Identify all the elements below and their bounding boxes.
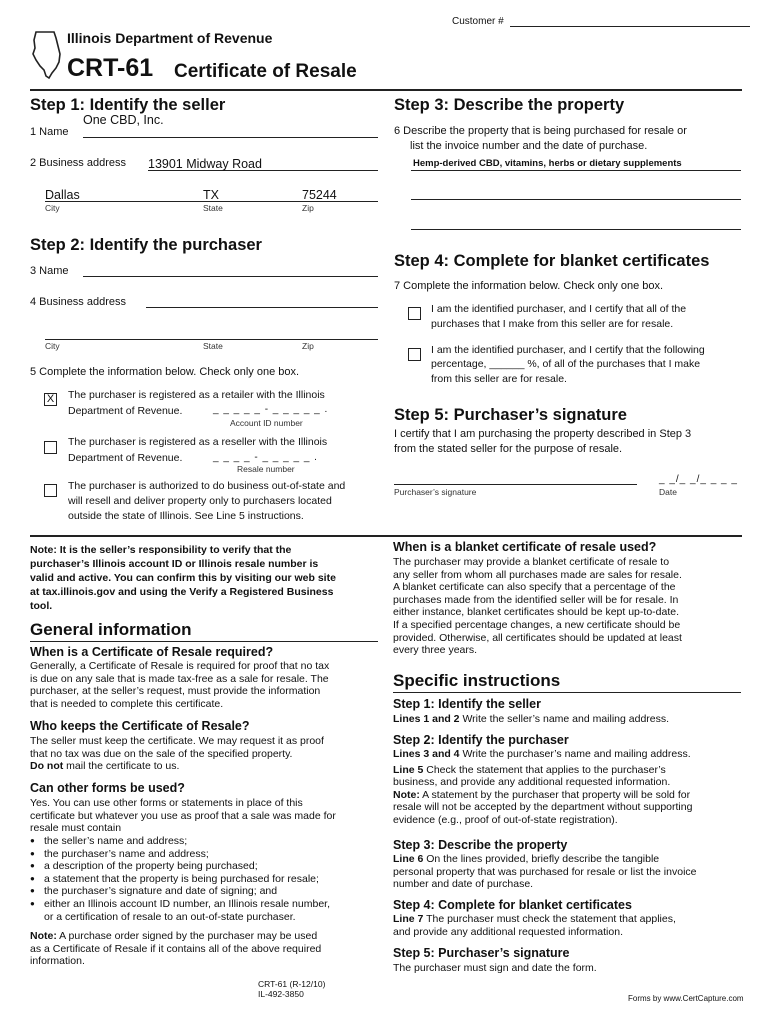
illinois-state-icon xyxy=(30,30,66,80)
text-span: The purchaser must check the statement that applies, xyxy=(423,913,676,925)
q-other-forms: Can other forms be used? xyxy=(30,781,185,795)
general-info-rule xyxy=(30,641,378,642)
text-line: as a Certificate of Resale if it contains all of the above required xyxy=(30,942,322,955)
seller-zip-value: 75244 xyxy=(302,188,337,202)
specific-rule xyxy=(393,692,741,693)
text-span: Write the seller’s name and mailing address. xyxy=(459,713,670,725)
blanket-all-text-b: purchases that I make from this seller are for resale. xyxy=(431,318,674,330)
retailer-checkbox[interactable]: X xyxy=(44,393,57,406)
text-line: Generally, a Certificate of Resale is required for proof that no tax xyxy=(30,660,330,672)
seller-city-state-zip-field[interactable] xyxy=(45,201,378,202)
text-line: business, and provide any additional requested information. xyxy=(393,776,671,789)
text-line: purchases made from the identified seller will be for resale. In xyxy=(393,593,679,606)
line2-label: 2 Business address xyxy=(30,157,126,169)
blanket-all-checkbox[interactable] xyxy=(408,307,421,320)
out-of-state-text-1: The purchaser is authorized to do business out-of-state and xyxy=(68,480,346,492)
text-line xyxy=(393,748,692,761)
reseller-checkbox[interactable] xyxy=(44,441,57,454)
property-line-3[interactable] xyxy=(411,229,741,230)
line4-label: 4 Business address xyxy=(30,296,126,308)
seller-state-value: TX xyxy=(203,188,219,202)
blanket-all-text-a: I am the identified purchaser, and I certify that all of the xyxy=(431,303,687,315)
text-line: and provide any additional requested information. xyxy=(393,925,623,938)
date-caption: Date xyxy=(659,487,677,497)
text-span: Lines 1 and 2 xyxy=(393,713,460,725)
note-label: Note: xyxy=(30,930,57,942)
purchaser-zip-caption: Zip xyxy=(302,341,314,351)
text-line: The purchaser may provide a blanket certificate of resale to xyxy=(393,556,670,568)
list-item: ● a statement that the property is being purchased for resale; xyxy=(30,873,380,886)
text-span: mail the certificate to us. xyxy=(63,760,180,773)
s1-text xyxy=(393,713,669,726)
reseller-text-2: Department of Revenue. xyxy=(68,452,183,464)
date-field[interactable]: _ _/_ _/_ _ _ _ xyxy=(659,474,738,485)
signature-field[interactable] xyxy=(394,484,637,485)
retailer-text-2: Department of Revenue. xyxy=(68,405,183,417)
s4-heading: Step 4: Complete for blanket certificates xyxy=(393,898,632,912)
department-name: Illinois Department of Revenue xyxy=(67,30,273,46)
text-line: either instance, blanket certificates should be kept up-to-date. xyxy=(393,606,680,619)
note-line: valid and active. You can confirm this by visiting our web site xyxy=(30,572,336,584)
zip-caption: Zip xyxy=(302,203,314,213)
text-line: that is needed to complete this certificate. xyxy=(30,697,224,710)
list-item: ● the purchaser’s signature and date of signing; and xyxy=(30,885,380,898)
q-who-keeps: Who keeps the Certificate of Resale? xyxy=(30,719,250,733)
line6-text-b: list the invoice number and the date of purchase. xyxy=(410,140,648,152)
a-required xyxy=(30,660,329,710)
line1-label: 1 Name xyxy=(30,126,69,138)
text-line: resale must contain xyxy=(30,822,122,835)
s5-heading: Step 5: Purchaser’s signature xyxy=(393,946,570,960)
step5-heading: Step 5: Purchaser’s signature xyxy=(394,406,627,424)
text-line: information. xyxy=(30,955,85,968)
text-line: If a specified percentage changes, a new certificate should be xyxy=(393,618,681,631)
s2-text xyxy=(393,748,692,827)
blanket-percentage-checkbox[interactable] xyxy=(408,348,421,361)
note-line: purchaser’s Illinois account ID or Illinois resale number is xyxy=(30,558,319,570)
note-line: Note: It is the seller’s responsibility to verify that the xyxy=(30,544,292,556)
text-line: every three years. xyxy=(393,644,478,657)
list-item: ● the purchaser’s name and address; xyxy=(30,848,380,861)
text-span: On the lines provided, briefly describe the tangible xyxy=(423,853,660,865)
s1-heading: Step 1: Identify the seller xyxy=(393,697,541,711)
a-who-keeps xyxy=(30,735,324,773)
state-caption: State xyxy=(203,203,223,213)
list-item: ● either an Illinois account ID number, an Illinois resale number, xyxy=(30,898,380,911)
text-line xyxy=(393,913,676,926)
purchaser-city-caption: City xyxy=(45,341,60,351)
text-span: Line 6 xyxy=(393,853,424,865)
seller-address-value: 13901 Midway Road xyxy=(148,157,262,171)
step2-heading: Step 2: Identify the purchaser xyxy=(30,236,262,254)
header-divider xyxy=(30,89,742,91)
city-caption: City xyxy=(45,203,60,213)
text-line: personal property that was purchased for resale or list the invoice xyxy=(393,865,697,878)
step3-heading: Step 3: Describe the property xyxy=(394,96,625,114)
seller-name-field[interactable] xyxy=(83,137,378,138)
customer-number-field[interactable] xyxy=(510,26,750,27)
form-code: CRT-61 xyxy=(67,54,154,82)
text-line xyxy=(393,789,692,802)
purchase-order-note xyxy=(30,930,321,968)
a-blanket xyxy=(393,556,682,657)
text-span: Line 5 xyxy=(393,763,424,776)
text-line: evidence (e.g., proof of out-of-state registration). xyxy=(393,813,618,826)
line6-text-a: 6 Describe the property that is being purchased for resale or xyxy=(394,125,687,137)
text-line xyxy=(30,930,321,943)
text-span: Write the purchaser’s name and mailing address. xyxy=(459,748,691,760)
text-span: A purchase order signed by the purchaser may be used xyxy=(56,930,318,942)
certcapture-credit: Forms by www.CertCapture.com xyxy=(628,994,744,1003)
step1-heading: Step 1: Identify the seller xyxy=(30,96,226,114)
do-not-emphasis: Do not xyxy=(30,760,64,773)
signature-caption: Purchaser’s signature xyxy=(394,487,477,497)
list-item: ● a description of the property being purchased; xyxy=(30,860,380,873)
account-id-caption: Account ID number xyxy=(230,418,303,428)
seller-responsibility-note xyxy=(30,543,380,613)
seller-name-value: One CBD, Inc. xyxy=(83,113,164,127)
certify-text-b: from the stated seller for the purpose of resale. xyxy=(394,443,623,455)
text-line: Yes. You can use other forms or statements in place of this xyxy=(30,797,303,809)
s4-text xyxy=(393,913,676,938)
resale-number-blank[interactable]: _ _ _ _ - _ _ _ _ _ . xyxy=(213,452,318,463)
text-span: A statement by the purchaser that property will be sold for xyxy=(419,788,691,801)
text-line: that no tax was due on the sale of the specified property. xyxy=(30,747,293,760)
form-revision: CRT-61 (R-12/10) xyxy=(258,979,326,989)
line7-text: 7 Complete the information below. Check only one box. xyxy=(394,280,664,292)
text-line: certificate but whatever you use as proof that a sale was made for xyxy=(30,809,336,822)
purchaser-city-state-zip-field[interactable] xyxy=(45,339,378,340)
purchaser-state-caption: State xyxy=(203,341,223,351)
list-item: ● the seller’s name and address; xyxy=(30,835,380,848)
out-of-state-text-3: outside the state of Illinois. See Line 5 instructions. xyxy=(68,510,304,522)
bullet-continuation: or a certification of resale to an out-of-state purchaser. xyxy=(44,911,296,923)
seller-city-value: Dallas xyxy=(45,188,80,202)
property-line-1[interactable] xyxy=(411,170,741,171)
purchaser-name-field[interactable] xyxy=(83,276,378,277)
specific-instructions-heading: Specific instructions xyxy=(393,671,561,690)
text-line: any seller from whom all purchases made are sales for resale. xyxy=(393,568,682,581)
account-id-blank[interactable]: _ _ _ _ _ - _ _ _ _ _ . xyxy=(213,404,329,415)
s5-text: The purchaser must sign and date the form. xyxy=(393,962,597,974)
text-line: provided. Otherwise, all certificates should be updated at least xyxy=(393,631,682,644)
blanket-pct-text-a: I am the identified purchaser, and I certify that the following xyxy=(431,344,705,356)
blanket-pct-text-c: from this seller are for resale. xyxy=(431,373,567,385)
text-line: A blanket certificate can also specify that a percentage of the xyxy=(393,581,676,594)
form-title: Certificate of Resale xyxy=(174,61,357,82)
reseller-text-1: The purchaser is registered as a reseller with the Illinois xyxy=(68,436,328,448)
note-line: at tax.illinois.gov and using the Verify a Registered Business xyxy=(30,586,334,598)
text-line: resale will not be accepted by the department without supporting xyxy=(393,801,693,814)
blanket-pct-text-b: percentage, ______ %, of all of the purchases that I make xyxy=(431,358,701,370)
text-line: is due on any sale that is made tax-free as a sale for resale. The xyxy=(30,672,329,685)
line5-text: 5 Complete the information below. Check only one box. xyxy=(30,366,300,378)
text-span: Lines 3 and 4 xyxy=(393,748,460,760)
retailer-text-1: The purchaser is registered as a retailer with the Illinois xyxy=(68,389,325,401)
text-line xyxy=(30,760,324,773)
q-required: When is a Certificate of Resale required? xyxy=(30,645,274,659)
section-divider xyxy=(30,535,742,537)
out-of-state-checkbox[interactable] xyxy=(44,484,57,497)
note-line: tool. xyxy=(30,600,53,612)
s3-text xyxy=(393,853,697,891)
out-of-state-text-2: will resell and deliver property only to purchasers located xyxy=(68,495,332,507)
text-line: purchaser, at the seller’s request, must provide the information xyxy=(30,685,321,698)
s2-heading: Step 2: Identify the purchaser xyxy=(393,733,569,747)
line3-label: 3 Name xyxy=(30,265,69,277)
purchaser-address-field[interactable] xyxy=(146,307,378,308)
text-line xyxy=(393,853,697,866)
text-line: The seller must keep the certificate. We may request it as proof xyxy=(30,735,324,747)
text-span: Check the statement that applies to the purchaser’s xyxy=(423,763,666,776)
property-line-2[interactable] xyxy=(411,199,741,200)
step4-heading: Step 4: Complete for blanket certificates xyxy=(394,252,710,270)
il-code: IL-492-3850 xyxy=(258,989,304,999)
s3-heading: Step 3: Describe the property xyxy=(393,838,568,852)
requirements-list xyxy=(30,835,380,911)
q-blanket: When is a blanket certificate of resale used? xyxy=(393,540,657,554)
text-span: Line 7 xyxy=(393,913,424,925)
text-span: Note: xyxy=(393,788,420,801)
a-other-forms xyxy=(30,797,336,835)
general-info-heading: General information xyxy=(30,620,192,639)
property-description-value: Hemp-derived CBD, vitamins, herbs or dietary supplements xyxy=(413,158,682,169)
text-line: number and date of purchase. xyxy=(393,878,534,891)
customer-number-label: Customer # xyxy=(452,16,504,27)
text-line xyxy=(393,764,692,777)
certify-text-a: I certify that I am purchasing the property described in Step 3 xyxy=(394,428,692,440)
resale-number-caption: Resale number xyxy=(237,464,295,474)
